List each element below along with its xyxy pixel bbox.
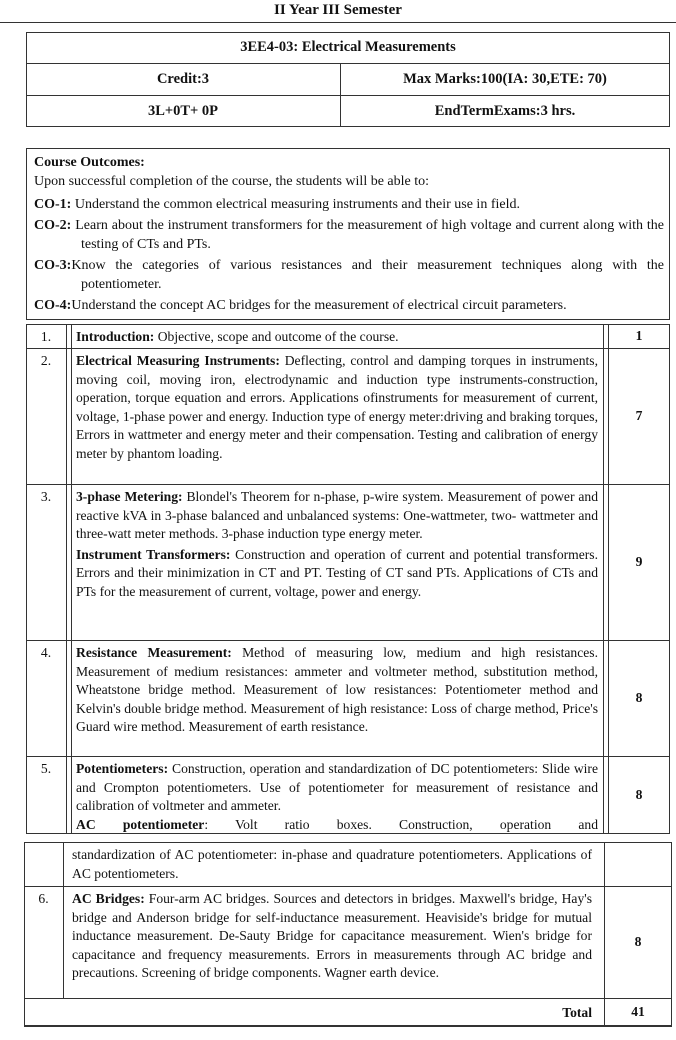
unit-no: 3.: [40, 489, 52, 504]
col-divider: [63, 842, 64, 998]
co-item: [34, 216, 664, 254]
unit-hours: 8: [635, 786, 643, 802]
unit-content: [76, 328, 598, 347]
co-code: CO-4:: [34, 298, 72, 313]
unit-text: Method of measuring low, medium and high resistances. Measurement of medium resistances: ammeter and voltmeter method, substitution method, Wheatstone bridge method. Measurement of low resistances: Potentiometer method and Kelvin's double bridge method. Measurement of high resistance: Loss of charge method, Price's Guard wire method. Measurement of earth resistance.: [76, 645, 598, 735]
unit-paragraph: [76, 760, 598, 816]
row-divider: [26, 756, 670, 757]
ltp: 3L+0T+ 0P: [147, 102, 219, 119]
col-divider: [603, 324, 604, 834]
year-semester: II Year III Semester: [274, 2, 402, 18]
row-divider: [26, 348, 670, 349]
top-rule: [0, 22, 676, 23]
unit-paragraph: [76, 816, 598, 835]
unit-content: [72, 890, 592, 983]
unit-text: Construction and operation of current and potential transformers. Errors and their minimization in CT and PT. Testing of CT sand PTs. Applications of CTs and PTs for the measurement of current, voltage, power and energy.: [76, 546, 598, 599]
unit-title: Potentiometers:: [76, 761, 169, 776]
unit-title: Resistance Measurement:: [76, 645, 232, 660]
row-divider: [24, 1026, 672, 1027]
unit-title: 3-phase Metering:: [76, 489, 183, 504]
row-divider: [24, 998, 672, 999]
unit-title: Electrical Measuring Instruments:: [76, 353, 280, 368]
unit-title: Instrument Transformers:: [76, 546, 231, 562]
unit-paragraph: [76, 546, 598, 602]
co-code: CO-1:: [34, 197, 72, 212]
unit-no: 5.: [40, 761, 52, 776]
co-code: CO-3:: [34, 258, 72, 273]
credit: Credit:3: [156, 70, 210, 87]
unit-text: Four-arm AC bridges. Sources and detectors in bridges. Maxwell's bridge, Hay's bridge and Anderson bridge for self-inductance measurement. Heaviside's bridge for mutual inductance measurement. De-Sauty Bridge for capacitance measurement. Wien's bridge for capacitance and frequency measurements. Errors in measurements through AC bridge and precautions. Screening of bridge components. Wagner earth device.: [72, 891, 592, 981]
row-divider: [24, 886, 672, 887]
total-value: 41: [631, 1003, 645, 1019]
outcomes-heading: Course Outcomes:: [34, 155, 145, 170]
unit-paragraph: [76, 488, 598, 544]
unit-title: AC Bridges:: [72, 891, 145, 906]
col-divider: [71, 324, 72, 834]
outcomes-intro: Upon successful completion of the course, the students will be able to:: [34, 174, 430, 189]
max-marks: Max Marks:100(IA: 30,ETE: 70): [403, 70, 607, 87]
unit-hours: 8: [635, 689, 643, 705]
course-title: 3EE4-03: Electrical Measurements: [240, 39, 456, 55]
unit-text: Blondel's Theorem for n-phase, p-wire system. Measurement of power and reactive kVA in 3-phase balanced and unbalanced systems: One-wattmeter, two- wattmeter and three-watt meter methods. 3-phase induction type energy meter.: [76, 489, 598, 542]
row-divider: [26, 484, 670, 485]
co-text: Understand the common electrical measuring instruments and their use in field.: [71, 197, 520, 212]
unit-title: AC potentiometer: [76, 816, 205, 832]
co-text: Know the categories of various resistances and their measurement techniques along with the potentiometer.: [71, 258, 664, 292]
unit-content: [76, 352, 598, 464]
co-text: Learn about the instrument transformers for the measurement of high voltage and current along with the testing of CTs and PTs.: [71, 218, 664, 252]
unit-hours: 7: [635, 407, 643, 423]
row-divider: [26, 640, 670, 641]
total-label: Total: [562, 1005, 592, 1020]
unit-continuation: standardization of AC potentiometer: in-phase and quadrature potentiometers. Applications of AC potentiometers.: [72, 847, 592, 881]
end-term: EndTermExams:3 hrs.: [434, 102, 576, 119]
co-text: Understand the concept AC bridges for the measurement of electrical circuit parameters.: [71, 298, 567, 313]
unit-hours: 1: [635, 327, 643, 343]
unit-no: 1.: [40, 329, 52, 344]
unit-hours: 9: [635, 553, 643, 569]
col-divider: [66, 324, 67, 834]
unit-hours: 8: [634, 933, 642, 949]
unit-content: [76, 644, 598, 737]
co-item: [34, 256, 664, 294]
unit-text: Deflecting, control and damping torques in instruments, moving coil, moving iron, electrodynamic and induction type instruments-construction, operation, torque equation and errors. Applications ofinstruments for measurement of current, voltage, 1-phase power and energy. Induction type of energy meter:driving and braking torques, Errors in wattmeter and energy meter and their compensation. Testing and calibration of energy meter by phantom loading.: [76, 353, 598, 461]
unit-no: 6.: [38, 891, 49, 906]
unit-text: : Volt ratio boxes. Construction, operation and: [204, 816, 599, 832]
unit-text: Construction, operation and standardization of DC potentiometers: Slide wire and Crompton potentiometers. Use of potentiometer for measurement of resistance and calibration of voltmeter and ammeter.: [76, 761, 598, 814]
unit-title: Introduction:: [76, 329, 155, 344]
co-item: [34, 195, 664, 214]
unit-content: [76, 760, 598, 834]
course-outcomes: [34, 153, 664, 315]
unit-text: Objective, scope and outcome of the course.: [154, 329, 399, 344]
co-item: [34, 296, 664, 315]
unit-no: 4.: [40, 645, 52, 660]
unit-no: 2.: [40, 353, 52, 368]
unit-content: [76, 488, 598, 602]
co-code: CO-2:: [34, 218, 72, 233]
